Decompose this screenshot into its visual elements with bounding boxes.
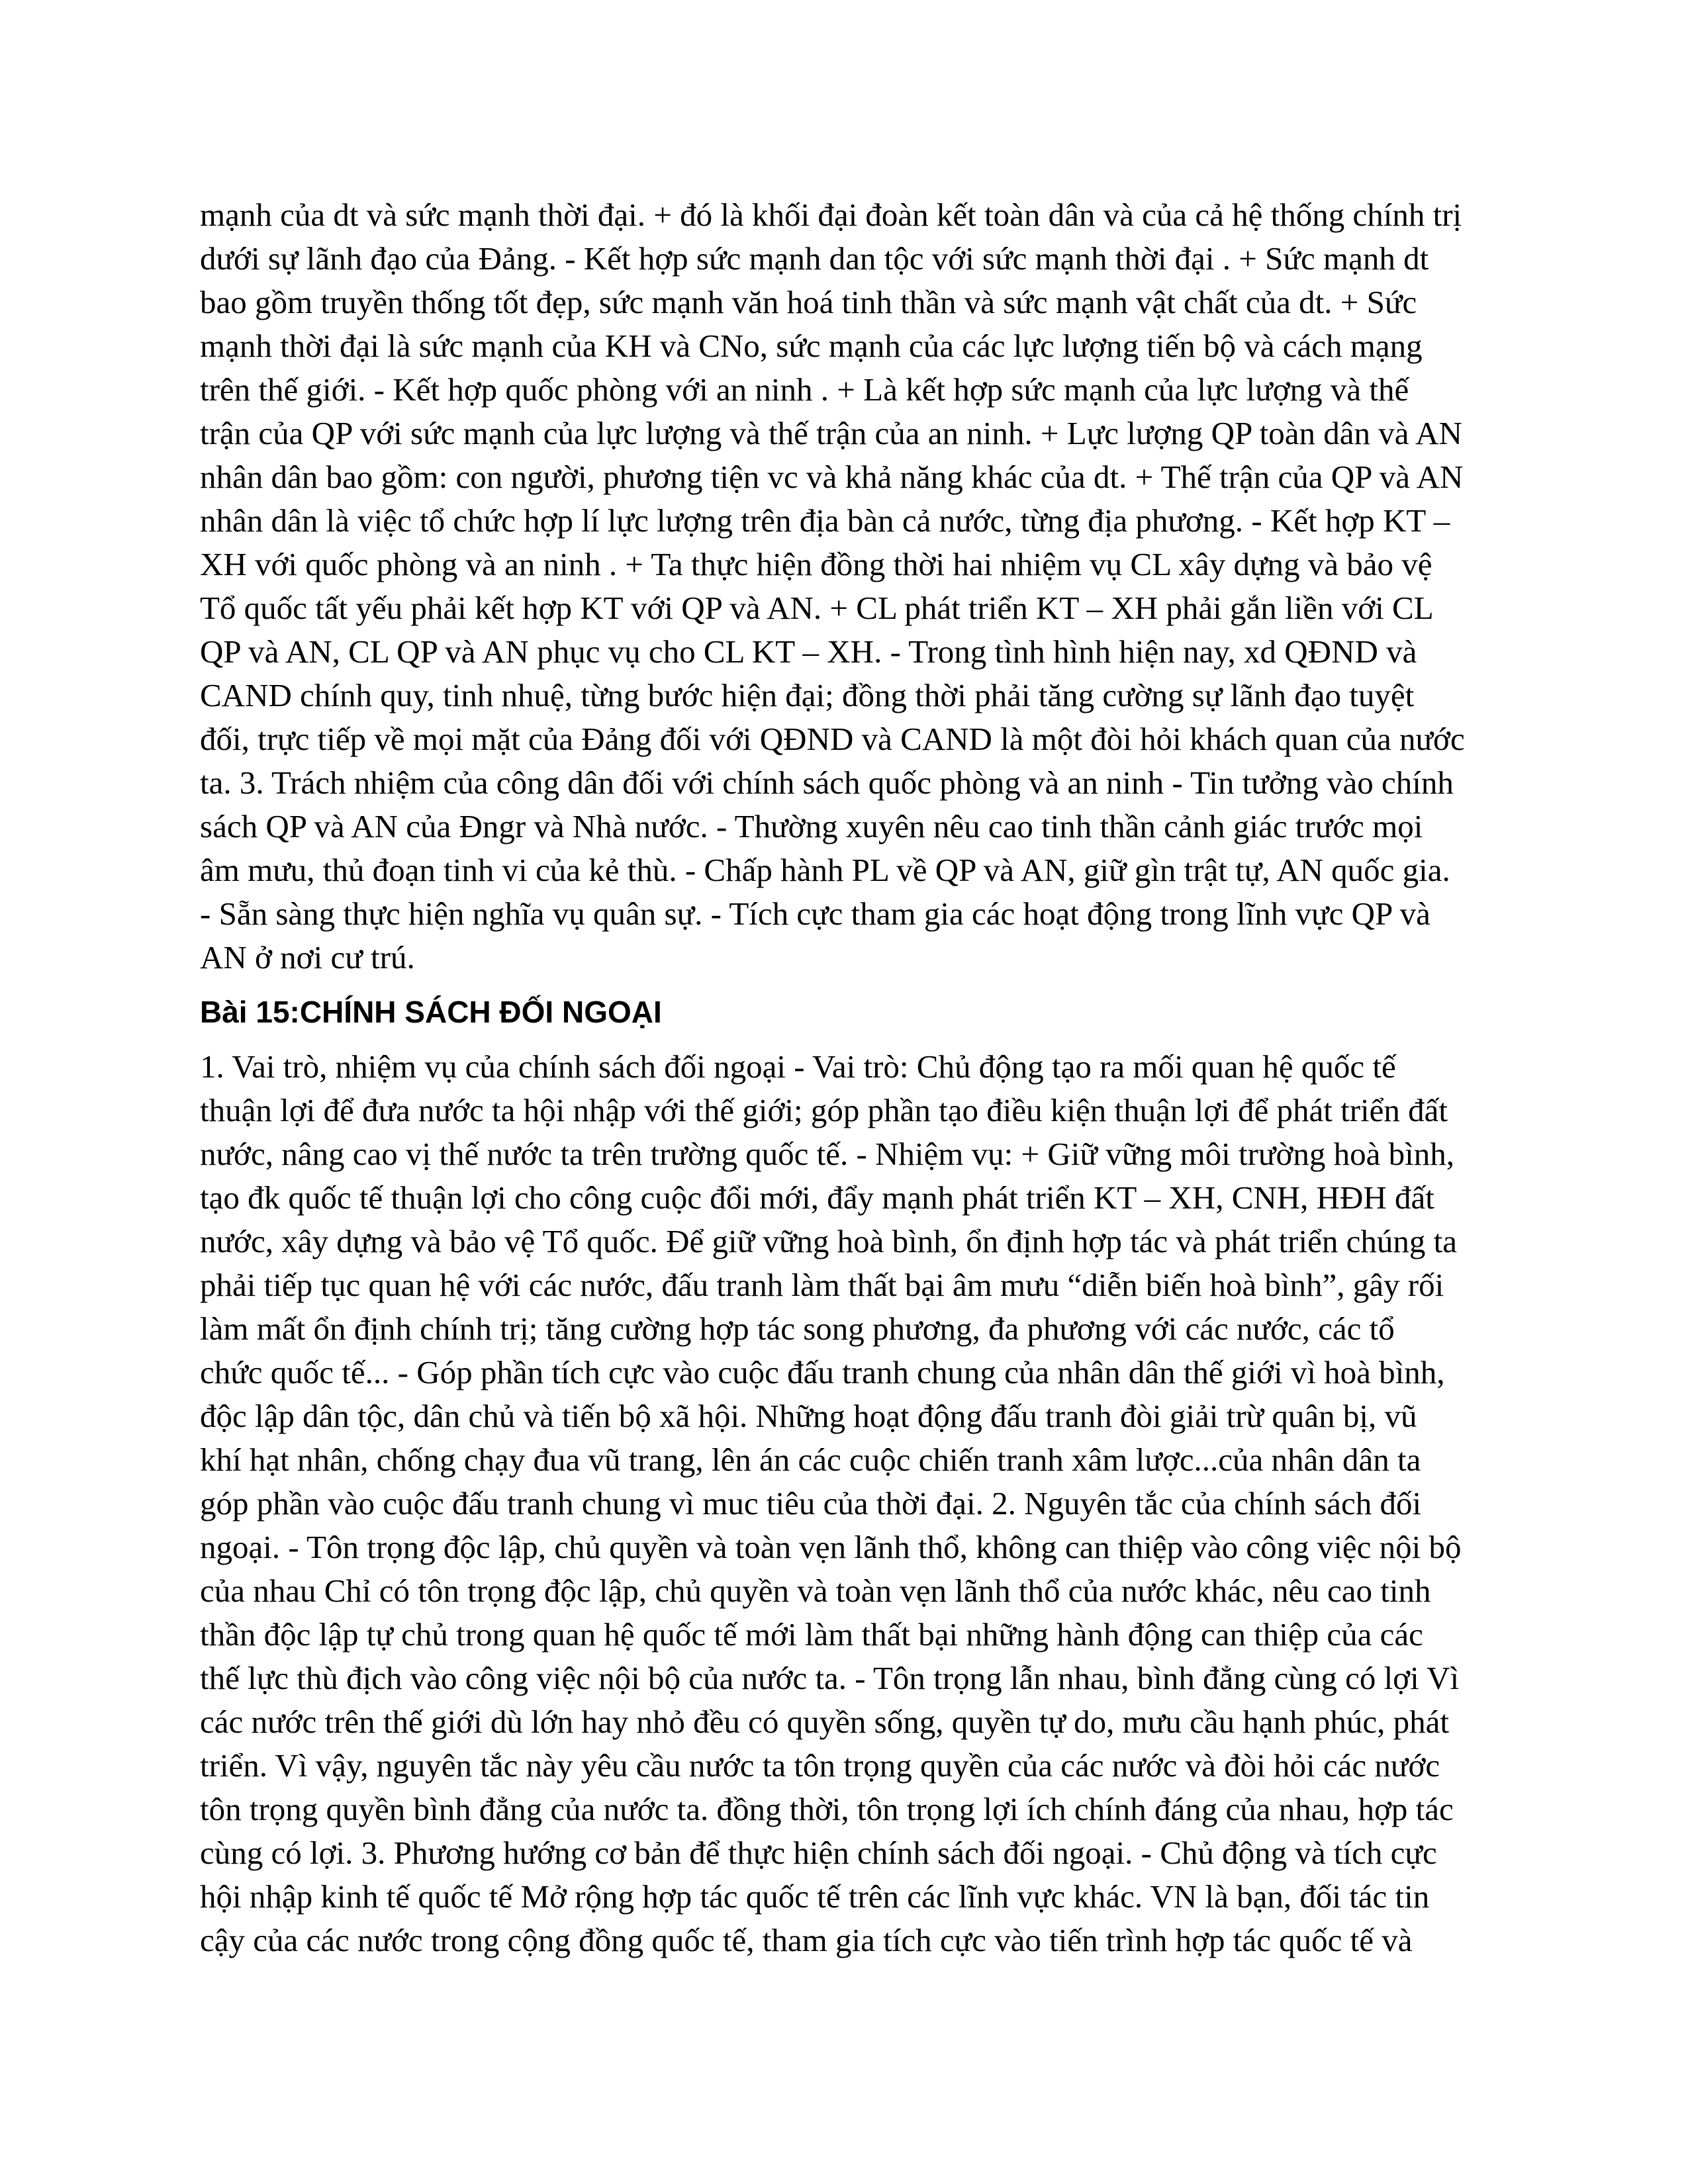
text-line: góp phần vào cuộc đấu tranh chung vì muc tiêu của thời đại. 2. Nguyên tắc của chính sách đối xyxy=(200,1485,1422,1522)
text-line: ngoại. - Tôn trọng độc lập, chủ quyền và toàn vẹn lãnh thổ, không can thiệp vào công việc nội bộ xyxy=(200,1529,1462,1565)
text-line: CAND chính quy, tinh nhuệ, từng bước hiện đại; đồng thời phải tăng cường sự lãnh đạo tuyệt xyxy=(200,677,1415,713)
text-line: - Sẵn sàng thực hiện nghĩa vụ quân sự. - Tích cực tham gia các hoạt động trong lĩnh vực QP và xyxy=(200,895,1430,932)
text-line: dưới sự lãnh đạo của Đảng. - Kết hợp sức mạnh dan tộc với sức mạnh thời đại . + Sức mạnh dt xyxy=(200,240,1429,277)
text-line: thuận lợi để đưa nước ta hội nhập với thế giới; góp phần tạo điều kiện thuận lợi để phát triển đất xyxy=(200,1092,1448,1128)
text-line: Tổ quốc tất yếu phải kết hợp KT với QP và AN. + CL phát triển KT – XH phải gắn liền với CL xyxy=(200,590,1434,626)
text-line: thế lực thù địch vào công việc nội bộ của nước ta. - Tôn trọng lẫn nhau, bình đẳng cùng có lợi Vì xyxy=(200,1660,1460,1696)
text-line: các nước trên thế giới dù lớn hay nhỏ đều có quyền sống, quyền tự do, mưu cầu hạnh phúc, phát xyxy=(200,1704,1449,1740)
text-line: cùng có lợi. 3. Phương hướng cơ bản để thực hiện chính sách đối ngoại. - Chủ động và tích cực xyxy=(200,1835,1437,1871)
text-line: nước, xây dựng và bảo vệ Tổ quốc. Để giữ vững hoà bình, ổn định hợp tác và phát triển chúng ta xyxy=(200,1223,1457,1259)
text-line: của nhau Chỉ có tôn trọng độc lập, chủ quyền và toàn vẹn lãnh thổ của nước khác, nêu cao tinh xyxy=(200,1572,1431,1609)
text-line: trên thế giới. - Kết hợp quốc phòng với an ninh . + Là kết hợp sức mạnh của lực lượng và thế xyxy=(200,371,1409,408)
text-line: tạo đk quốc tế thuận lợi cho công cuộc đổi mới, đẩy mạnh phát triển KT – XH, CNH, HĐH đất xyxy=(200,1179,1434,1216)
section-heading: Bài 15:CHÍNH SÁCH ĐỐI NGOẠI xyxy=(200,995,662,1029)
text-line: đối, trực tiếp về mọi mặt của Đảng đối với QĐND và CAND là một đòi hỏi khách quan của nước xyxy=(200,721,1465,757)
text-line: QP và AN, CL QP và AN phục vụ cho CL KT – XH. - Trong tình hình hiện nay, xd QĐND và xyxy=(200,633,1417,670)
text-line: thần độc lập tự chủ trong quan hệ quốc tế mới làm thất bại những hành động can thiệp của các xyxy=(200,1616,1423,1653)
text-line: triển. Vì vậy, nguyên tắc này yêu cầu nước ta tôn trọng quyền của các nước và đòi hỏi các nước xyxy=(200,1747,1440,1784)
text-line: mạnh thời đại là sức mạnh của KH và CNo, sức mạnh của các lực lượng tiến bộ và cách mạng xyxy=(200,328,1423,364)
paragraph-national-defense xyxy=(200,193,1465,979)
text-line: làm mất ổn định chính trị; tăng cường hợp tác song phương, đa phương với các nước, các tổ xyxy=(200,1310,1395,1347)
paragraph-foreign-policy xyxy=(200,1045,1462,1962)
text-line: mạnh của dt và sức mạnh thời đại. + đó là khối đại đoàn kết toàn dân và của cả hệ thống chính trị xyxy=(200,197,1462,233)
text-line: XH với quốc phòng và an ninh . + Ta thực hiện đồng thời hai nhiệm vụ CL xây dựng và bảo vệ xyxy=(200,546,1432,582)
text-line: bao gồm truyền thống tốt đẹp, sức mạnh văn hoá tinh thần và sức mạnh vật chất của dt. + Sức xyxy=(200,284,1417,320)
text-line: nhân dân bao gồm: con người, phương tiện vc và khả năng khác của dt. + Thế trận của QP và AN xyxy=(200,459,1464,495)
text-line: nước, nâng cao vị thế nước ta trên trường quốc tế. - Nhiệm vụ: + Giữ vững môi trường hoà bình, xyxy=(200,1136,1454,1172)
text-line: tôn trọng quyền bình đẳng của nước ta. đồng thời, tôn trọng lợi ích chính đáng của nhau, hợp tác xyxy=(200,1791,1454,1827)
text-line: khí hạt nhân, chống chạy đua vũ trang, lên án các cuộc chiến tranh xâm lược...của nhân dân ta xyxy=(200,1441,1421,1478)
text-line: phải tiếp tục quan hệ với các nước, đấu tranh làm thất bại âm mưu “diễn biến hoà bình”, gây rối xyxy=(200,1267,1444,1303)
text-line: độc lập dân tộc, dân chủ và tiến bộ xã hội. Những hoạt động đấu tranh đòi giải trừ quân bị, vũ xyxy=(200,1398,1417,1434)
text-line: sách QP và AN của Đngr và Nhà nước. - Thường xuyên nêu cao tinh thần cảnh giác trước mọi xyxy=(200,808,1423,844)
text-line: AN ở nơi cư trú. xyxy=(200,939,415,976)
text-line: ta. 3. Trách nhiệm của công dân đối với chính sách quốc phòng và an ninh - Tin tưởng vào chính xyxy=(200,764,1454,801)
text-line: chức quốc tế... - Góp phần tích cực vào cuộc đấu tranh chung của nhân dân thế giới vì hoà bình, xyxy=(200,1354,1445,1390)
text-line: nhân dân là việc tổ chức hợp lí lực lượng trên địa bàn cả nước, từng địa phương. - Kết hợp KT – xyxy=(200,502,1450,539)
text-line: hội nhập kinh tế quốc tế Mở rộng hợp tác quốc tế trên các lĩnh vực khác. VN là bạn, đối tác tin xyxy=(200,1878,1430,1915)
text-line: cậy của các nước trong cộng đồng quốc tế, tham gia tích cực vào tiến trình hợp tác quốc tế và xyxy=(200,1922,1413,1958)
text-line: trận của QP với sức mạnh của lực lượng và thế trận của an ninh. + Lực lượng QP toàn dân và AN xyxy=(200,415,1462,451)
text-line: âm mưu, thủ đoạn tinh vi của kẻ thù. - Chấp hành PL về QP và AN, giữ gìn trật tự, AN quốc gia. xyxy=(200,852,1450,888)
text-line: 1. Vai trò, nhiệm vụ của chính sách đối ngoại - Vai trò: Chủ động tạo ra mối quan hệ quốc tế xyxy=(200,1048,1396,1085)
